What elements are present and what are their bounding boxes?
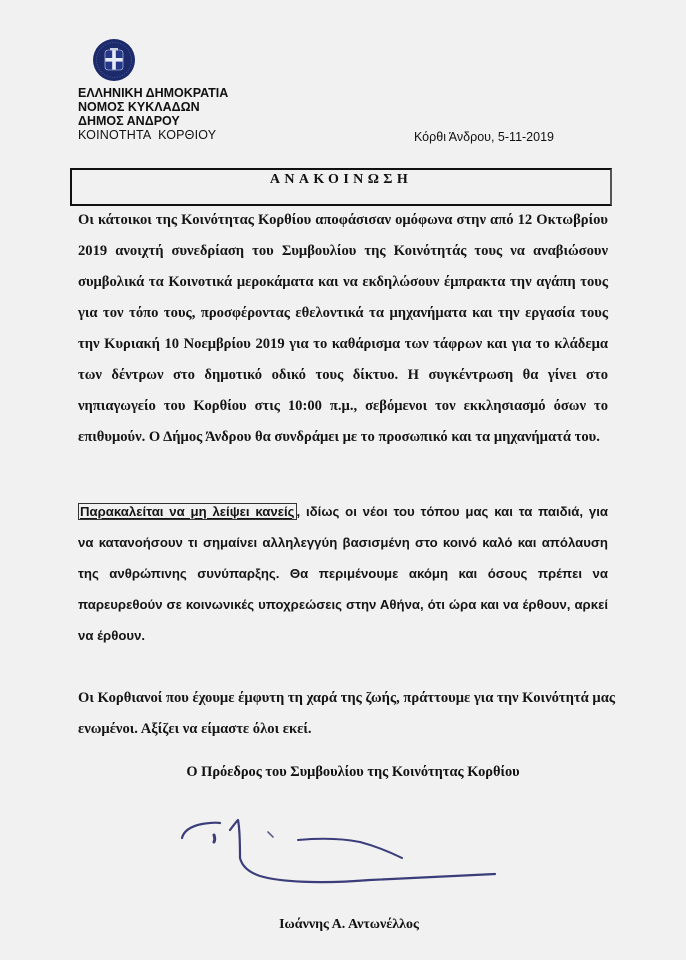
paragraph-closing bbox=[78, 683, 616, 745]
signer-name: Ιωάννης Α. Αντωνέλλος bbox=[279, 917, 419, 932]
text-line: την Κυριακή 10 Νοεμβρίου 2019 για το καθάρισμα των τάφρων και για το κλάδεμα bbox=[78, 336, 608, 352]
text-line: των δέντρων στο δημοτικό οδικό τους δίκτυο. Η συγκέντρωση θα γίνει στο bbox=[78, 367, 608, 383]
header-line-republic: ΕΛΛΗΝΙΚΗ ΔΗΜΟΚΡΑΤΙΑ bbox=[78, 86, 229, 100]
issuer-header bbox=[78, 86, 228, 142]
dateline: Κόρθι Άνδρου, 5-11-2019 bbox=[414, 130, 554, 144]
text-line: 2019 ανοιχτή συνεδρίαση του Συμβουλίου της Κοινότητάς τους να αναβιώσουν bbox=[78, 243, 608, 259]
text-line: παρευρεθούν σε κοινωνικές υποχρεώσεις στην Αθήνα, ότι ώρα και να έρθουν, αρκεί bbox=[78, 597, 608, 612]
header-line-prefecture: ΝΟΜΟΣ ΚΥΚΛΑΔΩΝ bbox=[78, 100, 200, 114]
text-line: νηπιαγωγείο του Κορθίου στις 10:00 π.μ., σεβόμενοι τον εκκλησιασμό όσων το bbox=[78, 398, 608, 414]
text-line: συμβολικά τα Κοινοτικά μεροκάματα και να εκδηλώσουν έμπρακτα την αγάπη τους bbox=[78, 274, 608, 290]
text-line: για τον τόπο τους, προσφέροντας εθελοντικά τα μηχανήματα και την εργασία τους bbox=[78, 305, 608, 321]
text-line: να κατανοήσουν τι σημαίνει αλληλεγγύη βασισμένη στο κοινό καλό και απόλαυση bbox=[78, 535, 608, 550]
header-line-community: ΚΟΙΝΟΤΗΤΑ ΚΟΡΘΙΟΥ bbox=[78, 128, 217, 142]
text-line-rest: , ιδίως οι νέοι του τόπου μας και τα παιδιά, για bbox=[296, 504, 608, 519]
text-line: ενωμένοι. Αξίζει να είμαστε όλοι εκεί. bbox=[78, 721, 312, 737]
text-line: Οι κάτοικοι της Κοινότητας Κορθίου αποφάσισαν ομόφωνα στην από 12 Οκτωβρίου bbox=[78, 212, 608, 228]
announcement-title-box bbox=[70, 168, 612, 206]
highlighted-phrase: Παρακαλείται να μη λείψει κανείς bbox=[80, 504, 295, 519]
header-line-municipality: ΔΗΜΟΣ ΑΝΔΡΟΥ bbox=[78, 114, 180, 128]
greek-coat-of-arms-icon bbox=[92, 38, 136, 82]
announcement-title: ΑΝΑΚΟΙΝΩΣΗ bbox=[269, 172, 413, 187]
paragraph-appeal bbox=[78, 496, 608, 651]
text-line bbox=[78, 496, 608, 527]
signature-icon bbox=[150, 800, 550, 900]
paragraph-invitation bbox=[78, 205, 608, 453]
text-line: επιθυμούν. Ο Δήμος Άνδρου θα συνδράμει με το προσωπικό και τα μηχανήματά του. bbox=[78, 429, 600, 445]
president-title: Ο Πρόεδρος του Συμβουλίου της Κοινότητας Κορθίου bbox=[186, 764, 520, 780]
text-line: Οι Κορθιανοί που έχουμε έμφυτη τη χαρά της ζωής, πράττουμε για την Κοινότητά μας bbox=[78, 690, 616, 706]
text-line: της ανθρώπινης συνύπαρξης. Θα περιμένουμε ακόμη και όσους πρέπει να bbox=[78, 566, 608, 581]
text-line: να έρθουν. bbox=[78, 628, 146, 643]
